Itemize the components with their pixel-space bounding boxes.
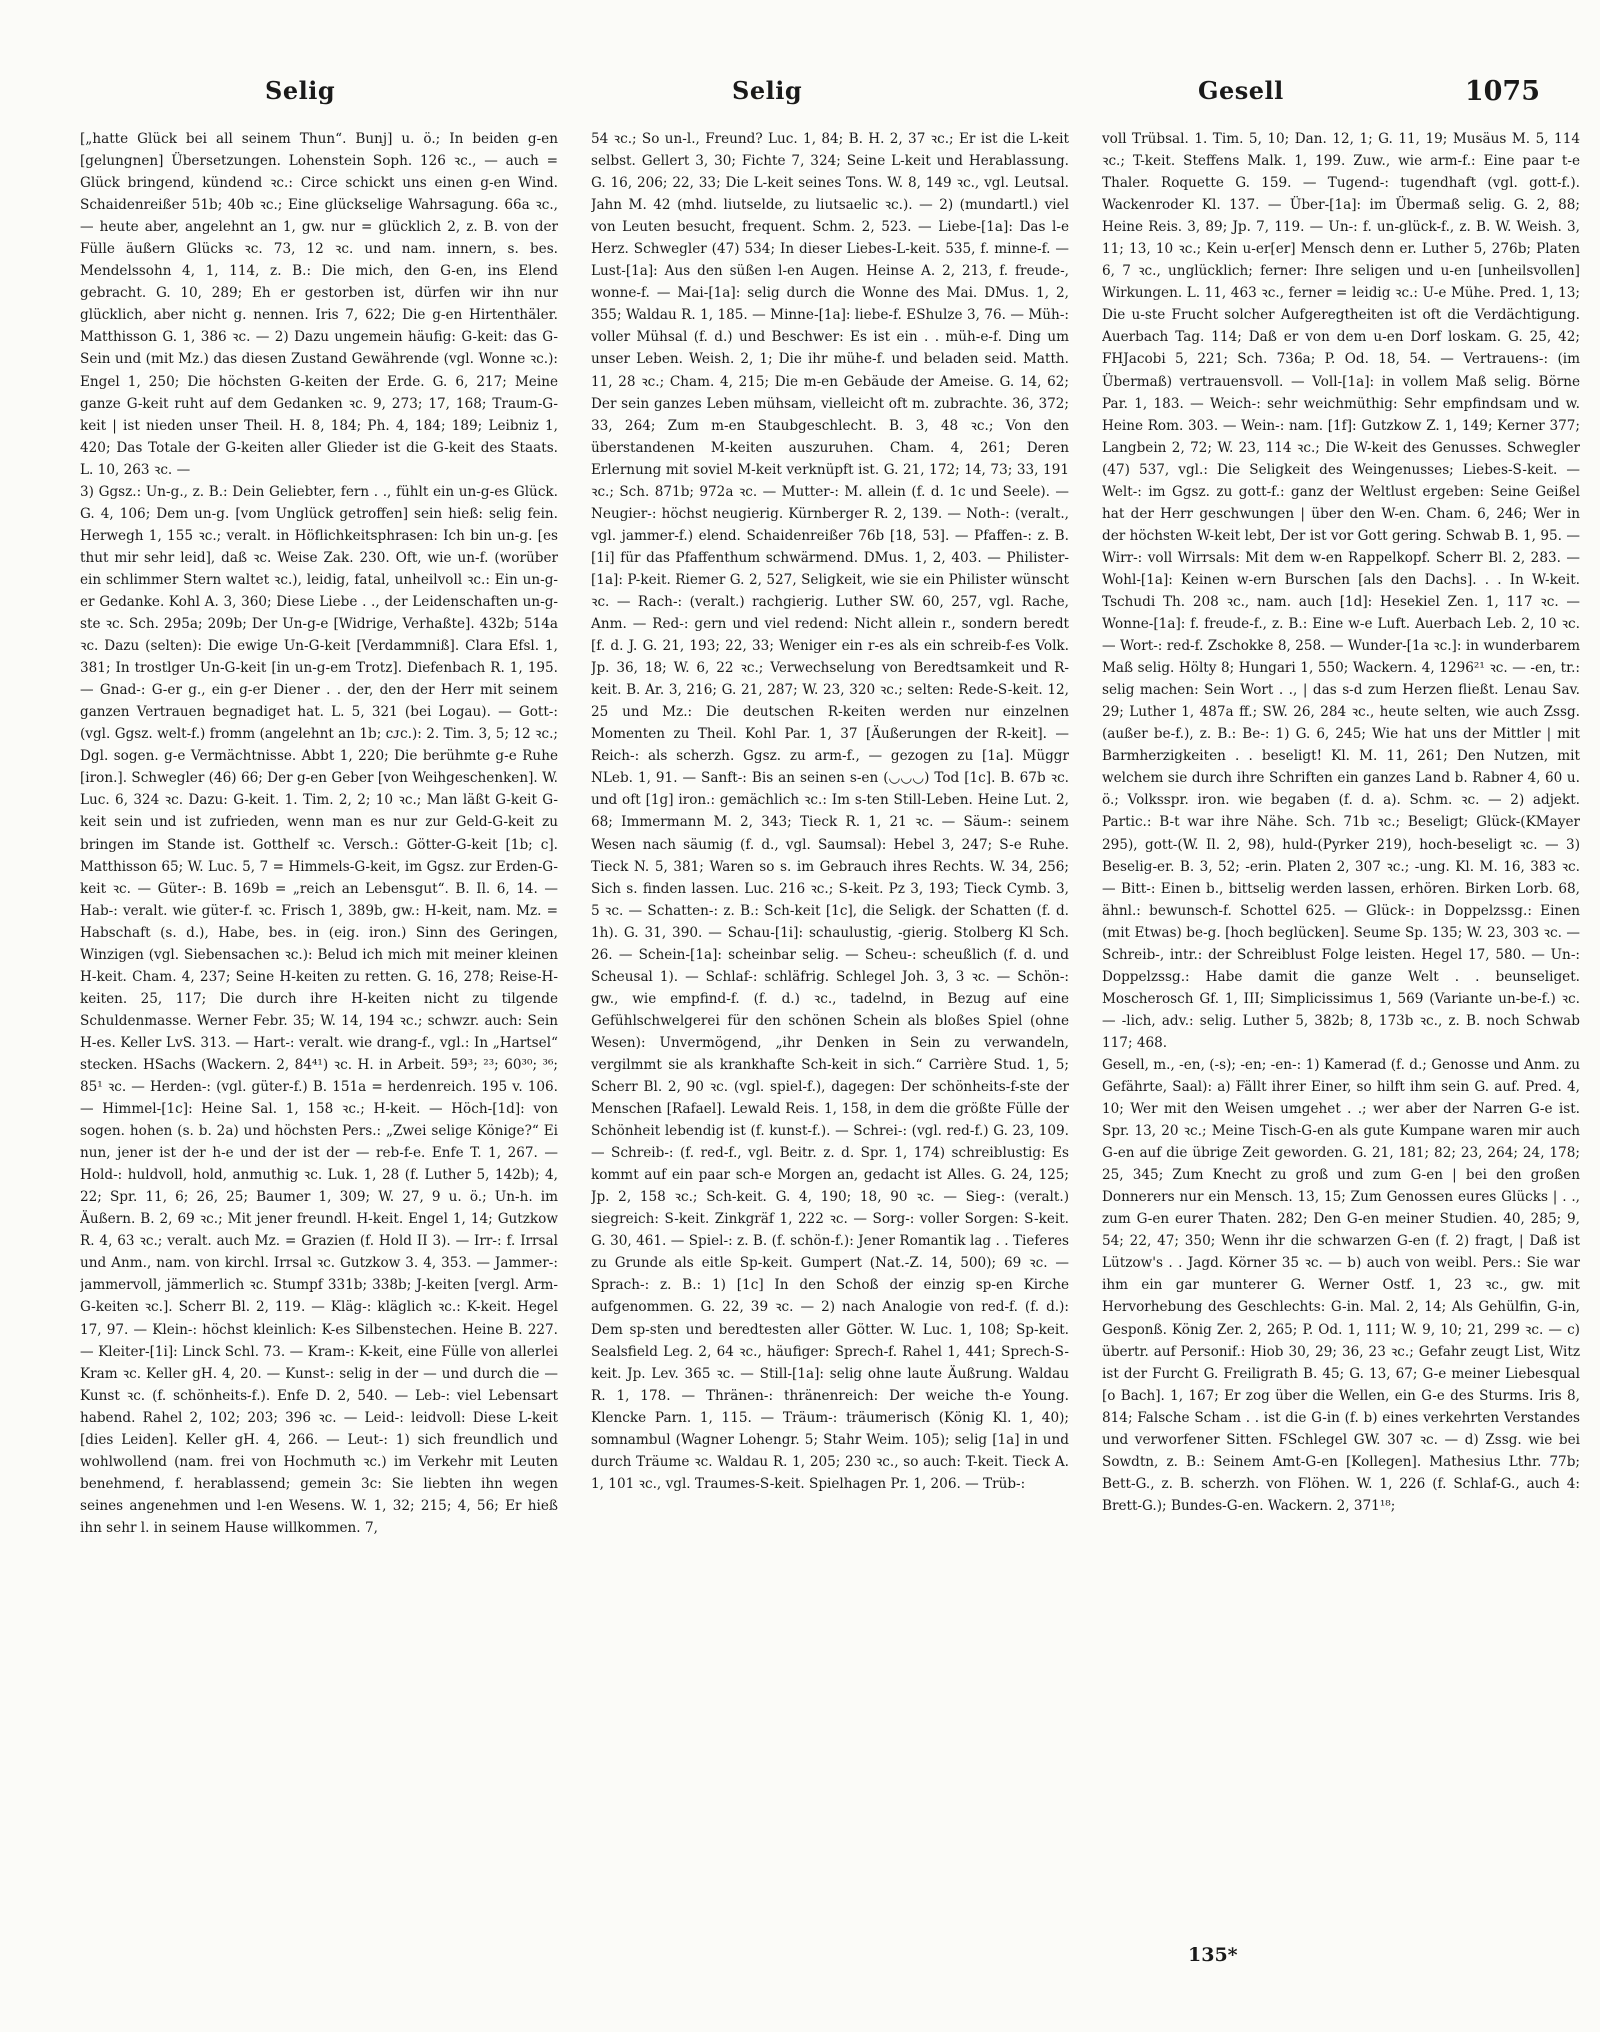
column-1 bbox=[80, 128, 558, 1928]
paragraph: 54 ꝛc.; So un-l., Freund? Luc. 1, 84; B. H. 2, 37 ꝛc.; Er ist die L-keit selbst. Gellert 3, 30; Fichte 7, 324; Seine L-keit und Herablassung. G. 16, 206; 22, 33; Die L-keit seines Tons. W. 8, 149 ꝛc., vgl. Leutsal. Jahn M. 42 (mhd. liutselde, zu liutsaelic ꝛc.). — 2) (mundartl.) viel von Leuten besucht, frequent. Schm. 2, 523. — Liebe-[1a]: Das l-e Herz. Schwegler (47) 534; In dieser Liebes-L-keit. 535, f. minne-f. — Lust-[1a]: Aus den süßen l-en Augen. Heinse A. 2, 213, f. freude-, wonne-f. — Mai-[1a]: selig durch die Wonne des Mai. DMus. 1, 2, 355; Waldau R. 1, 185. — Minne-[1a]: liebe-f. EShulze 3, 76. — Müh-: voller Mühsal (f. d.) und Beschwer: Es ist ein . . müh-e-f. Ding um unser Leben. Weish. 2, 1; Die ihr mühe-f. und beladen seid. Matth. 11, 28 ꝛc.; Cham. 4, 215; Die m-en Gebäude der Ameise. G. 14, 62; Der sein ganzes Leben mühsam, vielleicht oft m. zubrachte. 36, 372; 33, 264; Zum m-en Staubgeschlecht. B. 3, 48 ꝛc.; Von den überstandenen M-keiten auszuruhen. Cham. 4, 261; Deren Erlernung mit soviel M-keit verknüpft ist. G. 21, 172; 14, 73; 33, 191 ꝛc.; Sch. 871b; 972a ꝛc. — Mutter-: M. allein (f. d. 1c und Seele). — Neugier-: höchst neugierig. Kürnberger R. 2, 139. — Noth-: (veralt., vgl. jammer-f.) elend. Schaidenreißer 76b [18, 53]. — Pfaffen-: z. B. [1i] für das Pfaffenthum schwärmend. DMus. 1, 2, 403. — Philister-[1a]: P-keit. Riemer G. 2, 527, Seligkeit, wie sie ein Philister wünscht ꝛc. — Rach-: (veralt.) rachgierig. Luther SW. 60, 257, vgl. Rache, Anm. — Red-: gern und viel redend: Nicht allein r., sondern beredt [f. d. J. G. 21, 193; 22, 33; Weniger ein r-es als ein schreib-f-es Volk. Jp. 36, 18; W. 6, 22 ꝛc.; Verwechselung von Beredtsamkeit und R-keit. B. Ar. 3, 216; G. 21, 287; W. 23, 320 ꝛc.; selten: Rede-S-keit. 12, 25 und Mz.: Die deutschen R-keiten werden nur einzelnen Momenten zu Theil. Kohl Par. 1, 37 [Äußerungen der R-keit]. — Reich-: als scherzh. Ggsz. zu arm-f., — gezogen zu [1a]. Müggr NLeb. 1, 91. — Sanft-: Bis an seinen s-en (◡◡◡) Tod [1c]. B. 67b ꝛc. und oft [1g] iron.: gemächlich ꝛc.: Im s-ten Still-Leben. Heine Lut. 2, 68; Immermann M. 2, 343; Tieck R. 1, 21 ꝛc. — Säum-: seinem Wesen nach säumig (f. d., vgl. Saumsal): Hebel 3, 247; S-e Ruhe. Tieck N. 5, 381; Waren so s. im Gebrauch ihres Rechts. W. 34, 256; Sich s. finden lassen. Luc. 216 ꝛc.; S-keit. Pz 3, 193; Tieck Cymb. 3, 5 ꝛc. — Schatten-: z. B.: Sch-keit [1c], die Seligk. der Schatten (f. d. 1h). G. 31, 390. — Schau-[1i]: schaulustig, -gierig. Stolberg Kl Sch. 26. — Schein-[1a]: scheinbar selig. — Scheu-: scheußlich (f. d. und Scheusal 1). — Schlaf-: schläfrig. Schlegel Joh. 3, 3 ꝛc. — Schön-: gw., wie empfind-f. (f. d.) ꝛc., tadelnd, in Bezug auf eine Gefühlschwelgerei für den schönen Schein als bloßes Spiel (ohne Wesen): Unvermögend, „ihr Denken in Sein zu verwandeln, vergilmmt sie als krankhafte Sch-keit in sich.“ Carrière Stud. 1, 5; Scherr Bl. 2, 90 ꝛc. (vgl. spiel-f.), dagegen: Der schönheits-f-ste der Menschen [Rafael]. Lewald Reis. 1, 158, in dem die größte Fülle der Schönheit lebendig ist (f. kunst-f.). — Schrei-: (vgl. red-f.) G. 23, 109. — Schreib-: (f. red-f., vgl. Beitr. z. d. Spr. 1, 174) schreiblustig: Es kommt auf ein paar sch-e Morgen an, gedacht ist Alles. G. 24, 125; Jp. 2, 158 ꝛc.; Sch-keit. G. 4, 190; 18, 90 ꝛc. — Sieg-: (veralt.) siegreich: S-keit. Zinkgräf 1, 222 ꝛc. — Sorg-: voller Sorgen: S-keit. G. 30, 461. — Spiel-: z. B. (f. schön-f.): Jener Romantik lag . . Tieferes zu Grunde als eitle Sp-keit. Gumpert (Nat.-Z. 14, 500); 69 ꝛc. — Sprach-: z. B.: 1) [1c] In den Schoß der einzig sp-en Kirche aufgenommen. G. 22, 39 ꝛc. — 2) nach Analogie von red-f. (f. d.): Dem sp-sten und beredtesten aller Götter. W. Luc. 1, 108; Sp-keit. Sealsfield Leg. 2, 64 ꝛc., häufiger: Sprech-f. Rahel 1, 441; Sprech-S-keit. Jp. Lev. 365 ꝛc. — Still-[1a]: selig ohne laute Äußrung. Waldau R. 1, 178. — Thränen-: thränenreich: Der weiche th-e Young. Klencke Parn. 1, 115. — Träum-: träumerisch (König Kl. 1, 40); somnambul (Wagner Lohengr. 5; Stahr Weim. 105); selig [1a] in und durch Träume ꝛc. Waldau R. 1, 205; 230 ꝛc., so auch: T-keit. Tieck A. 1, 101 ꝛc., vgl. Traumes-S-keit. Spielhagen Pr. 1, 206. — Trüb-: bbox=[591, 131, 1069, 1492]
paragraph: 3) Ggsz.: Un-g., z. B.: Dein Geliebter, fern . ., fühlt ein un-g-es Glück. G. 4, 106; Dem un-g. [vom Unglück getroffen] sein hieß: selig fein. Herwegh 1, 155 ꝛc.; veralt. in Höflichkeitsphrasen: Ich bin un-g. [es thut mir sehr leid], daß ꝛc. Weise Zak. 230. Oft, wie un-f. (worüber ein schlimmer Stern waltet ꝛc.), leidig, fatal, unheilvoll ꝛc.: Ein un-g-er Gedanke. Kohl A. 3, 360; Diese Liebe . ., der Leidenschaften un-g-ste ꝛc. Sch. 295a; 209b; Der Un-g-e [Widrige, Verhaßte]. 432b; 514a ꝛc. Dazu (selten): Die ewige Un-G-keit [Verdammniß]. Clara Efsl. 1, 381; In trostlger Un-G-keit [in un-g-em Trotz]. Diefenbach R. 1, 195. — Gnad-: G-er g., ein g-er Diener . . der, den der Herr mit seinem ganzen Vertrauen begnadiget hat. L. 5, 321 (bei Logau). — Gott-: (vgl. Ggsz. welt-f.) fromm (angelehnt an 1b; cᴊc.): 2. Tim. 3, 5; 12 ꝛc.; Dgl. sogen. g-e Vermächtnisse. Abbt 1, 220; Die berühmte g-e Ruhe [iron.]. Schwegler (46) 66; Der g-en Geber [von Weihgeschenken]. W. Luc. 6, 324 ꝛc. Dazu: G-keit. 1. Tim. 2, 2; 10 ꝛc.; Man läßt G-keit G-keit sein und ist zufrieden, wenn man es nur zur Geld-G-keit zu bringen im Stande ist. Gotthelf ꝛc. Versch.: Götter-G-keit [1b; c]. Matthisson 65; W. Luc. 5, 7 = Himmels-G-keit, im Ggsz. zur Erden-G-keit ꝛc. — Güter-: B. 169b = „reich an Lebensgut“. B. Il. 6, 14. — Hab-: veralt. wie güter-f. ꝛc. Frisch 1, 389b, gw.: H-keit, nam. Mz. = Habschaft (s. d.), Habe, bes. in (eig. iron.) Sinn des Geringen, Winzigen (vgl. Siebensachen ꝛc.): Belud ich mich mit meiner kleinen H-keit. Cham. 4, 237; Seine H-keiten zu retten. G. 16, 278; Reise-H-keiten. 25, 117; Die durch ihre H-keiten nicht zu tilgende Schuldenmasse. Werner Febr. 35; W. 14, 194 ꝛc.; schwzr. auch: Sein H-es. Keller LvS. 313. — Hart-: veralt. wie drang-f., vgl.: In „Hartsel“ stecken. HSachs (Wackern. 2, 84⁴¹) ꝛc. H. in Arbeit. 59³; ²³; 60³⁰; ³⁶; 85¹ ꝛc. — Herden-: (vgl. güter-f.) B. 151a = herdenreich. 195 v. 106. — Himmel-[1c]: Heine Sal. 1, 158 ꝛc.; H-keit. — Höch-[1d]: von sogen. hohen (s. b. 2a) und höchsten Pers.: „Zwei selige Könige?“ Ei nun, jener ist der h-e und der ist der — reb-f-e. Enfe T. 1, 267. — Hold-: huldvoll, hold, anmuthig ꝛc. Luk. 1, 28 (f. Luther 5, 142b); 4, 22; Spr. 11, 6; 26, 25; Baumer 1, 309; W. 27, 9 u. ö.; Un-h. im Äußern. B. 2, 69 ꝛc.; Mit jener freundl. H-keit. Engel 1, 14; Gutzkow R. 4, 63 ꝛc.; veralt. auch Mz. = Grazien (f. Hold II 3). — Irr-: f. Irrsal und Anm., nam. von kirchl. Irrsal ꝛc. Gutzkow 3. 4, 353. — Jammer-: jammervoll, jämmerlich ꝛc. Stumpf 331b; 338b; J-keiten [vergl. Arm-G-keiten ꝛc.]. Scherr Bl. 2, 119. — Kläg-: kläglich ꝛc.: K-keit. Hegel 17, 97. — Klein-: höchst kleinlich: K-es Silbenstechen. Heine B. 227. — Kleiter-[1i]: Linck Schl. 73. — Kram-: K-keit, eine Fülle von allerlei Kram ꝛc. Keller gH. 4, 20. — Kunst-: selig in der — und durch die — Kunst ꝛc. (f. schönheits-f.). Enfe D. 2, 540. — Leb-: viel Lebensart habend. Rahel 2, 102; 203; 396 ꝛc. — Leid-: leidvoll: Diese L-keit [dies Leiden]. Keller gH. 4, 266. — Leut-: 1) sich freundlich und wohlwollend (nam. frei von Hochmuth ꝛc.) im Verkehr mit Leuten benehmend, f. herablassend; gemein 3c: Sie liebten ihn wegen seines angenehmen und l-en Wesens. W. 1, 32; 215; 4, 56; Er hieß ihn sehr l. in seinem Hause willkommen. 7, bbox=[80, 483, 558, 1536]
paragraph: [„hatte Glück bei all seinem Thun“. Bunj] u. ö.; In beiden g-en [gelungnen] Übersetzungen. Lohenstein Soph. 126 ꝛc., — auch = Glück bringend, kündend ꝛc.: Circe schickt uns einen g-en Wind. Schaidenreißer 51b; 40b ꝛc.; Eine glückselige Wahrsagung. 66a ꝛc., — heute aber, angelehnt an 1, gw. nur = glücklich 2, z. B. von der Fülle äußern Glücks ꝛc. 73, 12 ꝛc. und nam. innern, s. bes. Mendelssohn 4, 1, 114, z. B.: Die mich, den G-en, ins Elend gebracht. G. 10, 289; Eh er gestorben ist, dürfen wir ihn nur glücklich, aber nicht g. nennen. Iris 7, 622; Die g-en Hirtenthäler. Matthisson G. 1, 386 ꝛc. — 2) Dazu ungemein häufig: G-keit: das G-Sein und (mit Mz.) das diesen Zustand Gewährende (vgl. Wonne ꝛc.): Engel 1, 250; Die höchsten G-keiten der Erde. G. 6, 217; Meine ganze G-keit ruht auf dem Gedanken ꝛc. 9, 273; 17, 168; Traum-G-keit | ist nieden unser Theil. H. 8, 184; Ph. 4, 184; 189; Leibniz 1, 420; Das Totale der G-keiten aller Glieder ist die G-keit des Staats. L. 10, 263 ꝛc. — bbox=[80, 131, 558, 478]
column-3 bbox=[1102, 128, 1580, 1928]
header-center-keyword: Selig bbox=[732, 76, 803, 105]
running-header bbox=[80, 72, 1540, 112]
header-right-keyword: Gesell bbox=[1198, 76, 1284, 105]
paragraph: voll Trübsal. 1. Tim. 5, 10; Dan. 12, 1; G. 11, 19; Musäus M. 5, 114 ꝛc.; T-keit. Steffens Malk. 1, 199. Zuw., wie arm-f.: Eine paar t-e Thaler. Roquette G. 159. — Tugend-: tugendhaft (vgl. gott-f.). Wackenroder Kl. 137. — Über-[1a]: im Übermaß selig. G. 2, 88; Heine Reis. 3, 89; Jp. 7, 119. — Un-: f. un-glück-f., z. B. W. Weish. 3, 11; 13, 10 ꝛc.; Kein u-er[er] Mensch denn er. Luther 5, 276b; Platen 6, 7 ꝛc., unglücklich; ferner: Ihre seligen und u-en [unheilsvollen] Wirkungen. L. 11, 463 ꝛc., ferner = leidig ꝛc.: U-e Mühe. Pred. 1, 13; Die u-ste Frucht solcher Aufgeregtheiten ist oft die Verdächtigung. Auerbach Tag. 114; Daß er von dem u-en Dorf loskam. G. 25, 42; FHJacobi 5, 221; Sch. 736a; P. Od. 18, 54. — Vertrauens-: (im Übermaß) vertrauensvoll. — Voll-[1a]: in vollem Maß selig. Börne Par. 1, 183. — Weich-: sehr weichmüthig: Sehr empfindsam und w. Heine Rom. 303. — Wein-: nam. [1f]: Gutzkow Z. 1, 149; Kerner 377; Langbein 2, 72; W. 23, 114 ꝛc.; Die W-keit des Genusses. Schwegler (47) 537, vgl.: Die Seligkeit des Weingenusses; Liebes-S-keit. — Welt-: im Ggsz. zu gott-f.: ganz der Weltlust ergeben: Seine Geißel hat der Herr geschwungen | über den W-en. Cham. 6, 246; Wer in der höchsten W-keit lebt, Der ist vor Gott gering. Schwab B. 1, 95. — Wirr-: voll Wirrsals: Mit dem w-en Rappelkopf. Scherr Bl. 2, 283. — Wohl-[1a]: Keinen w-ern Burschen [als den Dachs]. . . In W-keit. Tschudi Th. 208 ꝛc., nam. auch [1d]: Hesekiel Zen. 1, 117 ꝛc. — Wonne-[1a]: f. freude-f., z. B.: Eine w-e Luft. Auerbach Leb. 2, 10 ꝛc. — Wort-: red-f. Zschokke 8, 258. — Wunder-[1a ꝛc.]: in wunderbarem Maß selig. Hölty 8; Hungari 1, 550; Wackern. 4, 1296²¹ ꝛc. — -en, tr.: selig machen: Sein Wort . ., | das s-d zum Herzen fließt. Lenau Sav. 29; Luther 1, 487a ff.; SW. 26, 284 ꝛc., heute selten, wie auch Zssg. (außer be-f.), z. B.: Be-: 1) G. 6, 245; Wie hat uns der Mittler | mit Barmherzigkeiten . . beseligt! Kl. M. 11, 261; Den Nutzen, mit welchem sie durch ihre Schriften ein ganzes Land b. Rabner 4, 60 u. ö.; Volksspr. iron. wie begaben (f. d. a). Schm. ꝛc. — 2) adjekt. Partic.: B-t war ihre Nähe. Sch. 71b ꝛc.; Beseligt; Glück-(KMayer 295), gott-(W. Il. 2, 98), huld-(Pyrker 219), hoch-beseligt ꝛc. — 3) Beselig-er. B. 3, 52; -erin. Platen 2, 307 ꝛc.; -ung. Kl. M. 16, 383 ꝛc. — Bitt-: Einen b., bittselig werden lassen, erhören. Birken Lorb. 68, ähnl.: bewunsch-f. Schottel 625. — Glück-: in Doppelzssg.: Einen (mit Etwas) be-g. [hoch beglücken]. Seume Sp. 135; W. 23, 303 ꝛc. — Schreib-, intr.: der Schreiblust Folge leisten. Hegel 17, 580. — Un-: Doppelzssg.: Habe damit die ganze Welt . . beunseliget. Moscherosch Gf. 1, III; Simplicissimus 1, 569 (Variante un-be-f.) ꝛc. — -lich, adv.: selig. Luther 5, 382b; 8, 173b ꝛc., z. B. noch Schwab 117; 468. bbox=[1102, 131, 1580, 1051]
header-left-keyword: Selig bbox=[265, 76, 336, 105]
signature-mark: 135* bbox=[1188, 1944, 1238, 1966]
paragraph: Gesell, m., -en, (-s); -en; -en-: 1) Kamerad (f. d.; Genosse und Anm. zu Gefährte, Saal): a) Fällt ihrer Einer, so hilft ihm sein G. auf. Pred. 4, 10; Wer mit den Weisen umgehet . .; wer aber der Narren G-e ist. Spr. 13, 20 ꝛc.; Meine Tisch-G-en als gute Kumpane waren mir auch G-en auf die übrige Zeit geworden. G. 21, 181; 82; 23, 264; 24, 178; 25, 345; Zum Knecht zu groß und zum G-en | bei den großen Donnerers nur ein Mensch. 13, 15; Zum Genossen eures Glücks | . ., zum G-en eurer Thaten. 282; Den G-en meiner Studien. 40, 285; 9, 54; 22, 47; 350; Wenn ihr die schwarzen G-en (f. 2) fragt, | Daß ist Lützow's . . Jagd. Körner 35 ꝛc. — b) auch von weibl. Pers.: Sie war ihm ein gar munterer G. Werner Ostf. 1, 23 ꝛc., gw. mit Hervorhebung des Geschlechts: G-in. Mal. 2, 14; Als Gehülfin, G-in, Gesponß. König Zer. 2, 265; P. Od. 1, 111; W. 9, 10; 21, 299 ꝛc. — c) übertr. auf Personif.: Hiob 30, 29; 36, 23 ꝛc.; Gefahr zeugt List, Witz ist der Furcht G. Freiligrath B. 45; G. 13, 67; G-e meiner Liebesqual [o Bach]. 1, 167; Er zog über die Wellen, ein G-e des Sturms. Iris 8, 814; Falsche Scham . . ist die G-in (f. b) eines verkehrten Verstandes und verworfener Sitten. FSchlegel GW. 307 ꝛc. — d) Zssg. wie bei Sowdtn, z. B.: Seinem Amt-G-en [Kollegen]. Mathesius Lthr. 77b; Bett-G., z. B. scherzh. von Flöhen. W. 1, 226 (f. Schlaf-G., auch 4: Brett-G.); Bundes-G-en. Wackern. 2, 371¹⁸; bbox=[1102, 1056, 1580, 1514]
column-2 bbox=[591, 128, 1069, 1928]
page-number: 1075 bbox=[1464, 76, 1540, 107]
text-columns bbox=[80, 128, 1580, 1928]
